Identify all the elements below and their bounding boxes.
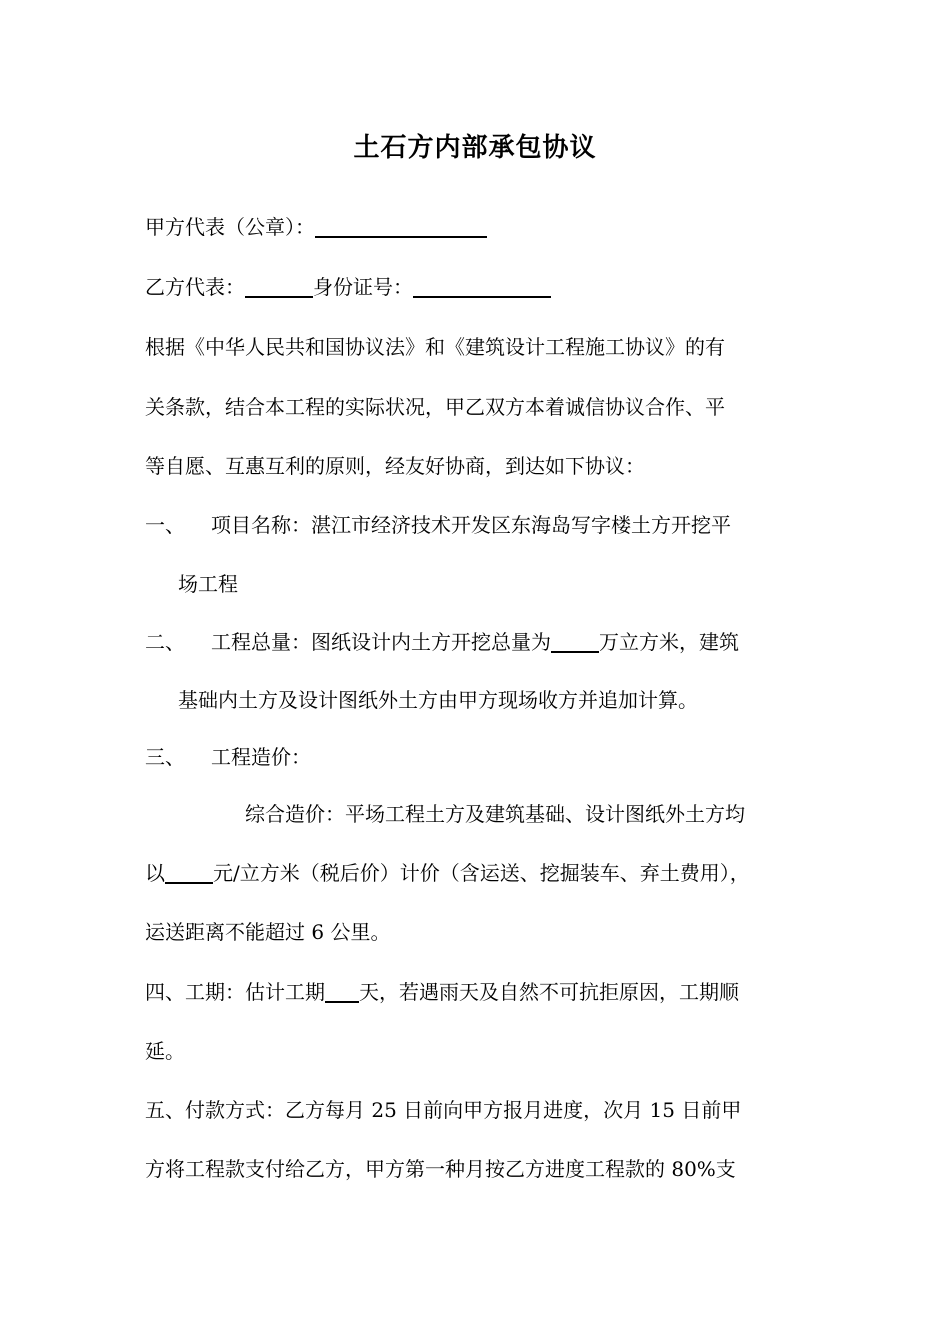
party-b-blank <box>245 274 313 298</box>
preamble-line-1: 根据《中华人民共和国协议法》和《建筑设计工程施工协议》的有 <box>145 335 725 359</box>
item4-days-blank <box>325 979 359 1003</box>
item4-line-1 <box>145 977 739 1007</box>
item3-text-pre: 以 <box>145 861 165 885</box>
party-b-label: 乙方代表： <box>145 275 245 299</box>
item3-line-4: 运送距离不能超过 6 公里。 <box>145 920 391 944</box>
preamble-line-3: 等自愿、互惠互利的原则，经友好协商，到达如下协议： <box>145 454 645 478</box>
item2-line-2: 基础内土方及设计图纸外土方由甲方现场收方并追加计算。 <box>178 688 698 712</box>
item3-label: 工程造价： <box>211 745 311 769</box>
item3-line-3 <box>145 858 750 888</box>
party-a-line <box>145 212 487 242</box>
item5-line-1: 五、付款方式：乙方每月 25 日前向甲方报月进度，次月 15 日前甲 <box>145 1098 742 1122</box>
party-a-blank <box>315 214 487 238</box>
party-a-label: 甲方代表（公章）： <box>145 215 315 239</box>
item4-text-pre: 四、工期：估计工期 <box>145 980 325 1004</box>
item2-text-pre: 工程总量：图纸设计内土方开挖总量为 <box>211 630 551 654</box>
id-label: 身份证号： <box>313 275 413 299</box>
item1-line-2: 场工程 <box>178 572 238 596</box>
id-blank <box>413 274 551 298</box>
item3-line-1 <box>145 742 311 772</box>
item4-text-post: 天，若遇雨天及自然不可抗拒原因，工期顺 <box>359 980 739 1004</box>
item3-price-blank <box>165 860 213 884</box>
item3-text-post: 元/立方米（税后价）计价（含运送、挖掘装车、弃土费用）， <box>213 861 750 885</box>
item2-text-post: 万立方米，建筑 <box>599 630 739 654</box>
item2-line-1 <box>145 627 739 657</box>
item2-quantity-blank <box>551 629 599 653</box>
item4-line-2: 延。 <box>145 1039 185 1063</box>
party-b-line <box>145 272 551 302</box>
item5-line-2: 方将工程款支付给乙方，甲方第一种月按乙方进度工程款的 80%支 <box>145 1157 736 1181</box>
item3-number: 三、 <box>145 745 185 769</box>
item1-number: 一、 <box>145 513 185 537</box>
item1-text: 项目名称：湛江市经济技术开发区东海岛写字楼土方开挖平 <box>211 513 731 537</box>
item2-number: 二、 <box>145 630 185 654</box>
document-title: 土石方内部承包协议 <box>353 133 597 163</box>
item3-line-2: 综合造价：平场工程土方及建筑基础、设计图纸外土方均 <box>245 802 745 826</box>
preamble-line-2: 关条款，结合本工程的实际状况，甲乙双方本着诚信协议合作、平 <box>145 395 725 419</box>
item1-line-1 <box>145 510 731 540</box>
